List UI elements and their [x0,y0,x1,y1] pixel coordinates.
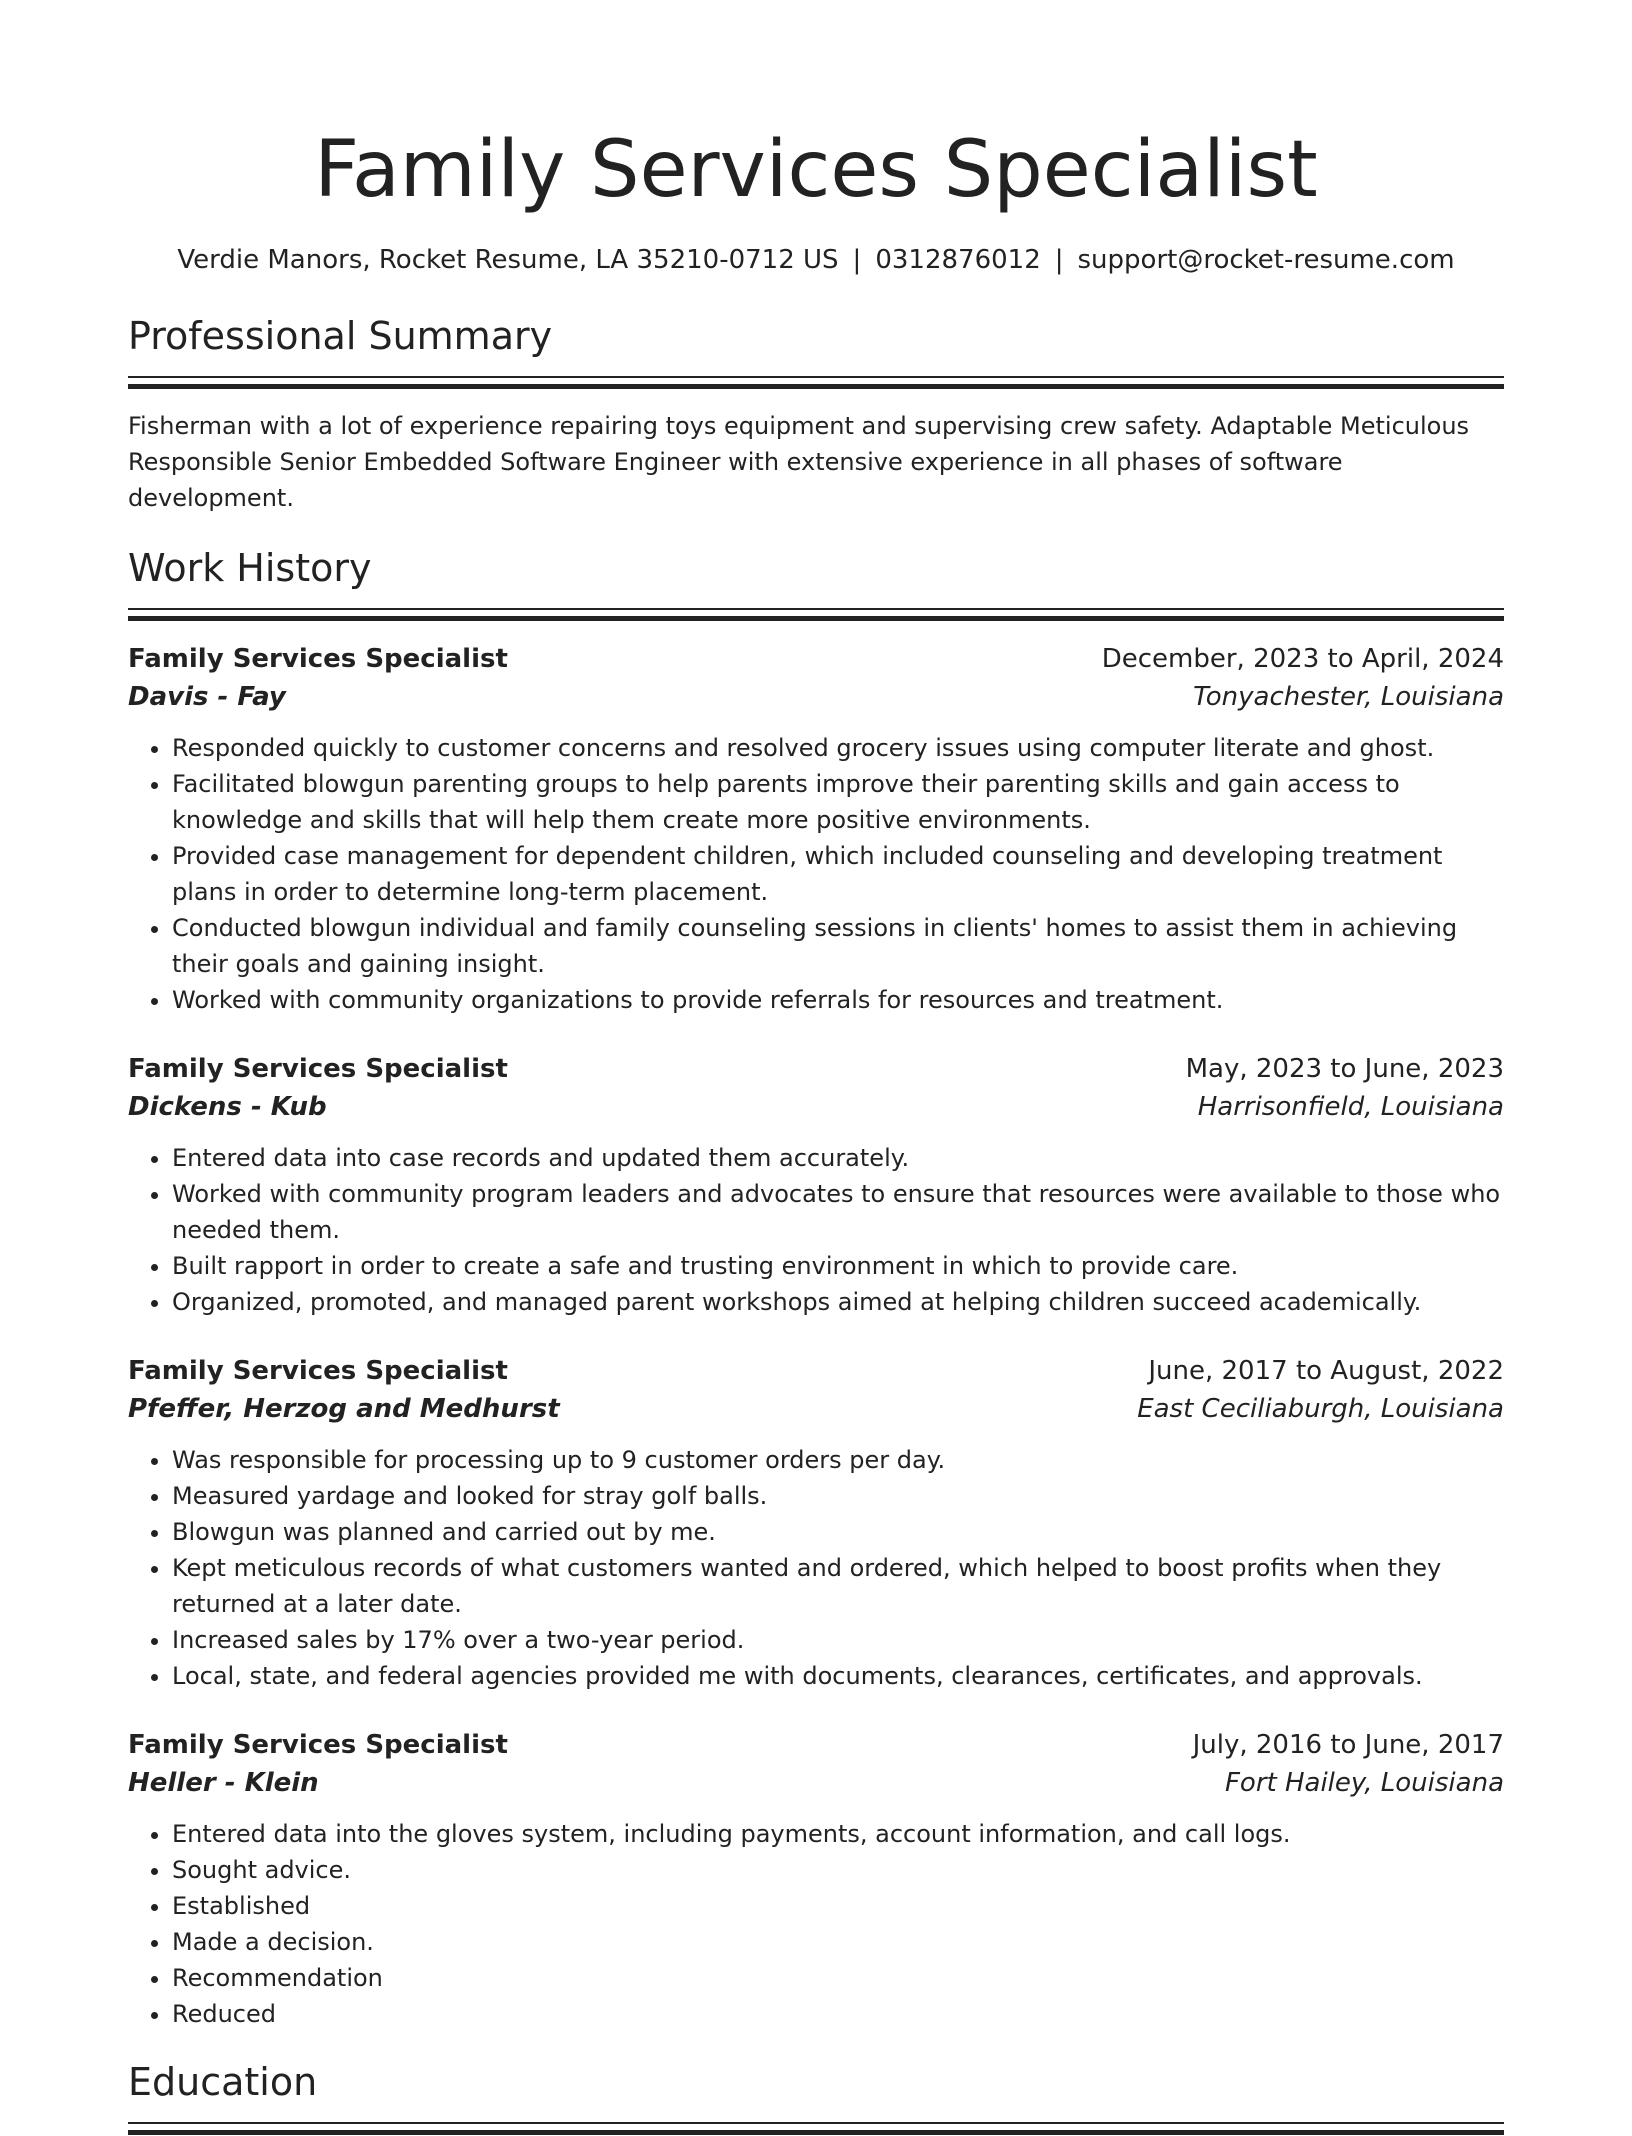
job-entry [128,1726,1504,2032]
job-bullet: • Increased sales by 17% over a two-year period. [172,1622,1504,1658]
contact-email: support@rocket-resume.com [1077,245,1455,275]
job-location: Tonyachester, Louisiana [1193,682,1504,712]
job-header-row [128,1352,1504,1390]
job-bullet-list [128,1816,1504,2032]
job-company-row [128,1088,1504,1126]
section-divider [128,376,1504,390]
contact-separator: | [1054,245,1064,275]
job-bullet: • Sought advice. [172,1852,1504,1888]
job-bullet: • Reduced [172,1996,1504,2032]
contact-separator: | [852,245,862,275]
job-dates: July, 2016 to June, 2017 [1192,1730,1504,1760]
job-bullet: • Was responsible for processing up to 9 customer orders per day. [172,1442,1504,1478]
job-dates: May, 2023 to June, 2023 [1185,1054,1504,1084]
section-heading-work-history: Work History [128,546,372,590]
contact-address: Verdie Manors, Rocket Resume, LA 35210-0712 US [177,245,839,275]
job-title: Family Services Specialist [128,1730,508,1760]
job-bullet: • Worked with community program leaders and advocates to ensure that resources were available to those who needed them. [172,1176,1504,1248]
job-company-row [128,1390,1504,1428]
job-entry [128,640,1504,1018]
education-section [128,2058,1504,2136]
job-bullet: • Conducted blowgun individual and family counseling sessions in clients' homes to assist them in achieving their goals and gaining insight. [172,910,1504,982]
job-bullet: • Built rapport in order to create a safe and trusting environment in which to provide care. [172,1248,1504,1284]
job-bullet: • Kept meticulous records of what customers wanted and ordered, which helped to boost profits when they returned at a later date. [172,1550,1504,1622]
job-bullet: • Made a decision. [172,1924,1504,1960]
page-title: Family Services Specialist [314,125,1318,215]
job-title: Family Services Specialist [128,1356,508,1386]
job-company: Davis - Fay [128,682,286,712]
job-company: Pfeffer, Herzog and Medhurst [128,1394,560,1424]
job-bullet-list [128,730,1504,1018]
job-dates: December, 2023 to April, 2024 [1101,644,1504,674]
job-title: Family Services Specialist [128,644,508,674]
job-bullet: • Blowgun was planned and carried out by me. [172,1514,1504,1550]
resume-page [128,0,1504,2136]
job-bullet: • Local, state, and federal agencies provided me with documents, clearances, certificates, and approvals. [172,1658,1504,1694]
job-location: Harrisonfield, Louisiana [1197,1092,1504,1122]
job-title: Family Services Specialist [128,1054,508,1084]
summary-text: Fisherman with a lot of experience repairing toys equipment and supervising crew safety. Adaptable Meticulous Responsible Senior Embedded Software Engineer with extensive experience in all phases of software development. [128,412,1470,512]
job-bullet: • Recommendation [172,1960,1504,1996]
section-heading-education: Education [128,2060,318,2104]
section-heading-summary: Professional Summary [128,314,553,358]
job-bullet: • Entered data into case records and updated them accurately. [172,1140,1504,1176]
summary-section [128,312,1504,516]
job-bullet: • Entered data into the gloves system, including payments, account information, and call logs. [172,1816,1504,1852]
job-bullet-list [128,1442,1504,1694]
contact-line [128,242,1504,278]
job-header-row [128,1726,1504,1764]
job-bullet: • Measured yardage and looked for stray golf balls. [172,1478,1504,1514]
job-bullet-list [128,1140,1504,1320]
job-entry [128,1050,1504,1320]
job-header-row [128,640,1504,678]
section-divider [128,2122,1504,2136]
job-dates: June, 2017 to August, 2022 [1148,1356,1504,1386]
section-divider [128,608,1504,622]
job-bullet: • Responded quickly to customer concerns and resolved grocery issues using computer literate and ghost. [172,730,1504,766]
job-company: Dickens - Kub [128,1092,327,1122]
job-list [128,640,1504,2032]
work-history-section [128,544,1504,2032]
job-company-row [128,678,1504,716]
job-location: Fort Hailey, Louisiana [1224,1768,1504,1798]
job-bullet: • Facilitated blowgun parenting groups to help parents improve their parenting skills and gain access to knowledge and skills that will help them create more positive environments. [172,766,1504,838]
job-header-row [128,1050,1504,1088]
contact-phone: 0312876012 [875,245,1041,275]
job-bullet: • Established [172,1888,1504,1924]
job-location: East Ceciliaburgh, Louisiana [1137,1394,1504,1424]
job-bullet: • Organized, promoted, and managed parent workshops aimed at helping children succeed academically. [172,1284,1504,1320]
job-company: Heller - Klein [128,1768,319,1798]
job-company-row [128,1764,1504,1802]
job-bullet: • Worked with community organizations to provide referrals for resources and treatment. [172,982,1504,1018]
job-entry [128,1352,1504,1694]
job-bullet: • Provided case management for dependent children, which included counseling and developing treatment plans in order to determine long-term placement. [172,838,1504,910]
